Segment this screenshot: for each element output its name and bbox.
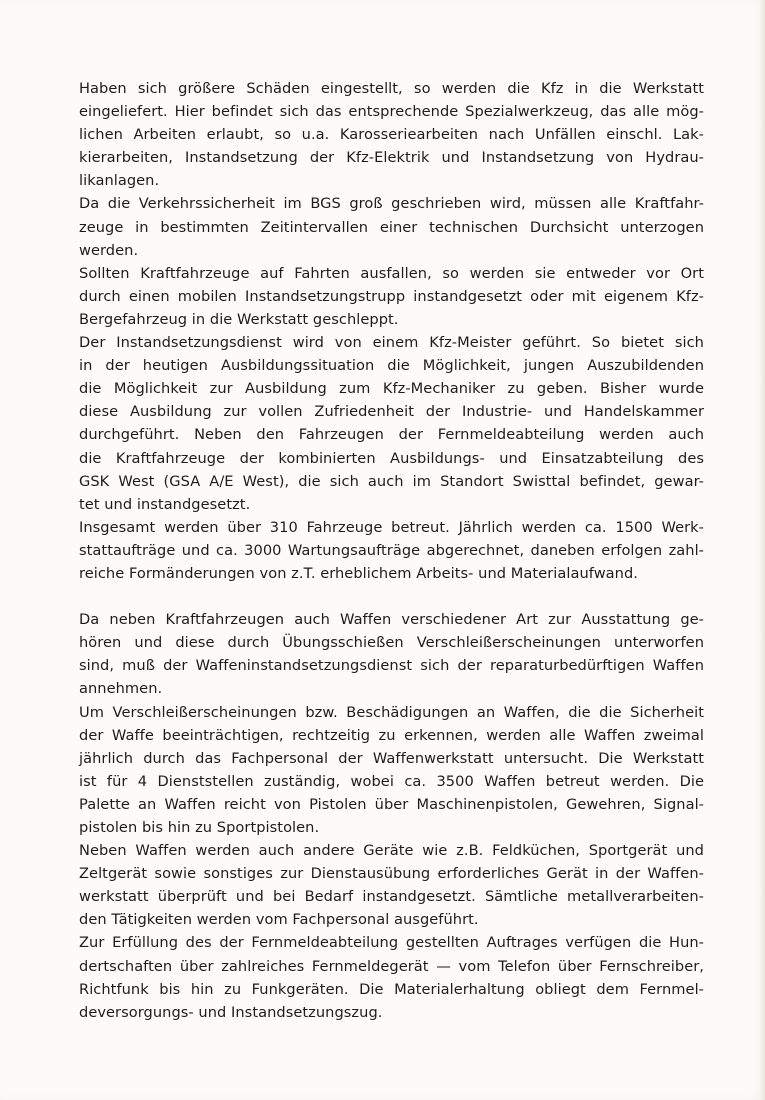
text-line: Palette an Waffen reicht von Pistolen über Maschinenpistolen, Gewehren, Signal- [79,795,704,813]
paragraph [79,331,704,516]
paragraph [79,701,704,840]
text-line: kierarbeiten, Instandsetzung der Kfz-Elektrik und Instandsetzung von Hydrau- [79,149,704,167]
text-line: Da neben Kraftfahrzeugen auch Waffen verschiedener Art zur Ausstattung ge- [79,611,704,629]
text-line: hören und diese durch Übungsschießen Verschleißerscheinungen unterworfen [79,634,704,652]
text-line: die Kraftfahrzeuge der kombinierten Ausbildungs- und Einsatzabteilung des [79,449,704,467]
text-line: werkstatt überprüft und bei Bedarf instandgesetzt. Sämtliche metallverarbeiten- [79,888,704,906]
text-line: Der Instandsetzungsdienst wird von einem Kfz-Meister geführt. So bietet sich [79,334,704,352]
text-line: Insgesamt werden über 310 Fahrzeuge betreut. Jährlich werden ca. 1500 Werk- [79,518,704,536]
text-line: likanlagen. [79,172,160,190]
text-line: sind, muß der Waffeninstandsetzungsdienst sich der reparaturbedürftigen Waffen [79,657,704,675]
document-body-text [79,77,704,1024]
text-line: Neben Waffen werden auch andere Geräte wie z.B. Feldküchen, Sportgerät und [79,842,704,860]
paragraph [79,931,704,1023]
paragraph [79,839,704,931]
text-line: tet und instandgesetzt. [79,495,251,513]
text-line: eingeliefert. Hier befindet sich das entsprechende Spezialwerkzeug, das alle mög- [79,103,704,121]
text-line: pistolen bis hin zu Sportpistolen. [79,819,320,836]
text-line: Zeltgerät sowie sonstiges zur Dienstausübung erforderliches Gerät in der Waffen- [79,865,704,883]
text-line: Sollten Kraftfahrzeuge auf Fahrten ausfallen, so werden sie entweder vor Ort [79,264,704,282]
paragraph-gap [79,585,704,608]
text-line: den Tätigkeiten werden vom Fachpersonal ausgeführt. [79,911,479,929]
text-line: Haben sich größere Schäden eingestellt, so werden die Kfz in die Werkstatt [79,80,704,97]
text-line: durchgeführt. Neben den Fahrzeugen der Fernmeldeabteilung werden auch [79,426,704,444]
text-line: stattaufträge und ca. 3000 Wartungsaufträge abgerechnet, daneben erfolgen zahl- [79,541,704,559]
page-edge-shadow [761,0,765,1100]
text-line: reiche Formänderungen von z.T. erheblichem Arbeits- und Materialaufwand. [79,564,638,582]
text-line: zeuge in bestimmten Zeitintervallen einer technischen Durchsicht unterzogen [79,218,704,236]
text-line: in der heutigen Ausbildungssituation die Möglichkeit, jungen Auszubildenden [79,357,704,375]
text-line: Zur Erfüllung des der Fernmeldeabteilung gestellten Auftrages verfügen die Hun- [79,934,704,952]
text-line: der Waffe beeinträchtigen, rechtzeitig zu erkennen, werden alle Waffen zweimal [79,726,704,744]
text-line: Bergefahrzeug in die Werkstatt geschleppt. [79,310,399,328]
text-line: Da die Verkehrssicherheit im BGS groß geschrieben wird, müssen alle Kraftfahr- [79,195,704,213]
text-line: lichen Arbeiten erlaubt, so u.a. Karosseriearbeiten nach Unfällen einschl. Lak- [79,126,704,144]
paragraph [79,608,704,700]
text-line: diese Ausbildung zur vollen Zufriedenheit der Industrie- und Handelskammer [79,403,704,421]
text-line: Richtfunk bis hin zu Funkgeräten. Die Materialerhaltung obliegt dem Fernmel- [79,980,704,998]
text-line: durch einen mobilen Instandsetzungstrupp instandgesetzt oder mit eigenem Kfz- [79,287,704,305]
text-line: die Möglichkeit zur Ausbildung zum Kfz-Mechaniker zu geben. Bisher wurde [79,380,704,398]
text-line: annehmen. [79,680,163,698]
text-line: deversorgungs- und Instandsetzungszug. [79,1003,383,1021]
paragraph [79,192,704,261]
paragraph [79,516,704,585]
text-line: dertschaften über zahlreiches Fernmeldegerät — vom Telefon über Fernschreiber, [79,957,704,975]
text-line: GSK West (GSA A/E West), die sich auch im Standort Swisttal befindet, gewar- [79,472,704,490]
text-line: jährlich durch das Fachpersonal der Waffenwerkstatt untersucht. Die Werkstatt [79,749,704,767]
text-line: ist für 4 Dienststellen zuständig, wobei ca. 3500 Waffen betreut werden. Die [79,772,704,790]
paragraph [79,77,704,192]
text-line: Um Verschleißerscheinungen bzw. Beschädigungen an Waffen, die die Sicherheit [79,703,704,721]
text-line: werden. [79,241,139,259]
paragraph [79,262,704,331]
